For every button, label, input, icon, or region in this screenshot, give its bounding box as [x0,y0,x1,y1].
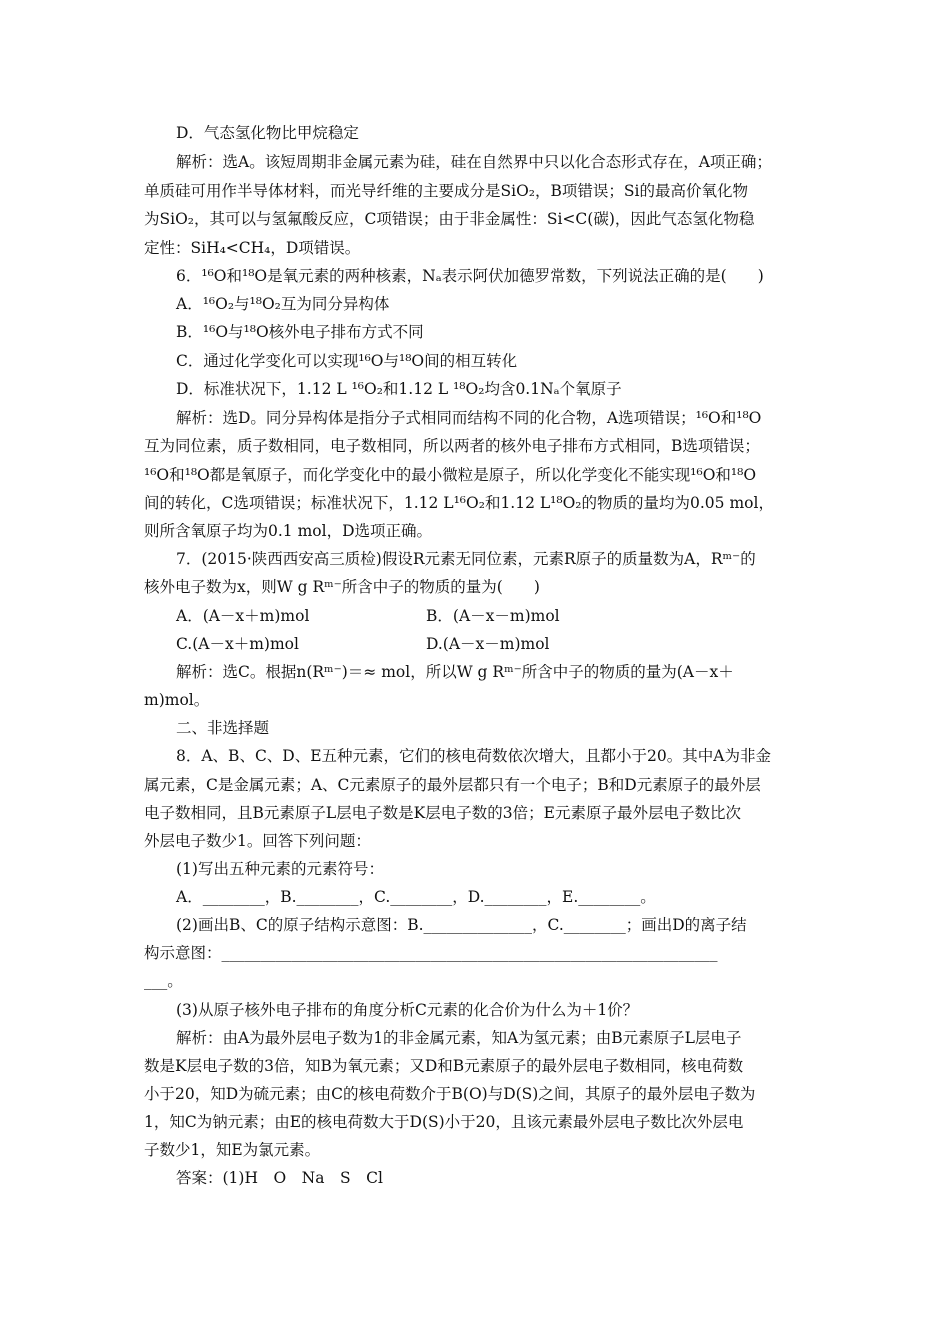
option-b: B．¹⁶O与¹⁸O核外电子排布方式不同 [176,323,424,341]
text-line: 为SiO₂，其可以与氢氟酸反应，C项错误；由于非金属性：Si<C(碳)，因此气态氢化物稳 [144,210,755,228]
option-d: D．标准状况下，1.12 L ¹⁶O₂和1.12 L ¹⁸O₂均含0.1Nₐ个氧原子 [176,380,622,398]
text-line: 则所含氧原子均为0.1 mol，D选项正确。 [144,522,432,540]
text-line: ¹⁶O和¹⁸O都是氧原子，而化学变化中的最小微粒是原子，所以化学变化不能实现¹⁶O和¹⁸O [144,466,757,484]
text-line: 属元素，C是金属元素；A、C元素原子的最外层都只有一个电子；B和D元素原子的最外层 [144,776,761,794]
text-line: 解析：选D。同分异构体是指分子式相同而结构不同的化合物，A选项错误；¹⁶O和¹⁸O [176,409,762,427]
text-line: 定性：SiH₄<CH₄，D项错误。 [144,239,361,257]
question-6-stem: 6．¹⁶O和¹⁸O是氧元素的两种核素，Nₐ表示阿伏加德罗常数，下列说法正确的是( ) [176,267,764,285]
answer-blanks: A．________，B.________，C.________，D.________，E.________。 [176,888,656,906]
text-line: ___。 [144,972,183,990]
text-line: 小于20，知D为硫元素；由C的核电荷数介于B(O)与D(S)之间，其原子的最外层电子数为 [144,1085,756,1103]
answer-line: 答案：(1)H O Na S Cl [176,1169,383,1187]
text-line: D．气态氢化物比甲烷稳定 [176,124,359,142]
text-line: 1，知C为钠元素；由E的核电荷数大于D(S)小于20，且该元素最外层电子数比次外层电 [144,1113,744,1131]
text-line: 子数少1，知E为氯元素。 [144,1141,321,1159]
text-line: 互为同位素，质子数相同，电子数相同，所以两者的核外电子排布方式相同，B选项错误； [144,437,760,455]
text-line: (1)写出五种元素的元素符号： [176,860,384,878]
option-c: C．通过化学变化可以实现¹⁶O与¹⁸O间的相互转化 [176,352,518,370]
text-line: 电子数相同，且B元素原子L层电子数是K层电子数的3倍；E元素原子最外层电子数比次 [144,804,741,822]
text-line: 核外电子数为x，则W g Rᵐ⁻所含中子的物质的量为( ) [144,578,540,596]
text-line: 单质硅可用作半导体材料，而光导纤维的主要成分是SiO₂，B项错误；Si的最高价氧化物 [144,182,748,200]
text-line: (3)从原子核外电子排布的角度分析C元素的化合价为什么为＋1价？ [176,1001,639,1019]
option-c: C.(A－x＋m)mol [176,635,299,653]
text-line: 构示意图：________________________________________________________________ [144,944,718,962]
section-heading: 二、非选择题 [176,719,270,737]
text-line: 解析：选C。根据n(Rᵐ⁻)＝≈ mol，所以W g Rᵐ⁻所含中子的物质的量为(A－x＋ [176,663,734,681]
option-d: D.(A－x－m)mol [426,635,550,653]
text-line: 数是K层电子数的3倍，知B为氧元素；又D和B元素原子的最外层电子数相同，核电荷数 [144,1057,744,1075]
text-line: 解析：由A为最外层电子数为1的非金属元素，知A为氢元素；由B元素原子L层电子 [176,1029,742,1047]
option-a: A．¹⁶O₂与¹⁸O₂互为同分异构体 [176,295,390,313]
question-8-stem: 8．A、B、C、D、E五种元素，它们的核电荷数依次增大，且都小于20。其中A为非金 [176,747,771,765]
option-b: B．(A－x－m)mol [426,607,560,625]
text-line: 外层电子数少1。回答下列问题： [144,832,371,850]
question-7-stem: 7．(2015·陕西西安高三质检)假设R元素无同位素，元素R原子的质量数为A，Rᵐ⁻的 [176,550,756,568]
text-line: 解析：选A。该短周期非金属元素为硅，硅在自然界中只以化合态形式存在，A项正确； [176,153,772,171]
option-a: A．(A－x＋m)mol [176,607,310,625]
text-line: m)mol。 [144,691,210,709]
text-line: (2)画出B、C的原子结构示意图：B.______________，C.________；画出D的离子结 [176,916,747,934]
text-line: 间的转化，C选项错误；标准状况下，1.12 L¹⁶O₂和1.12 L¹⁸O₂的物质的量均为0.05 mol， [144,494,774,512]
